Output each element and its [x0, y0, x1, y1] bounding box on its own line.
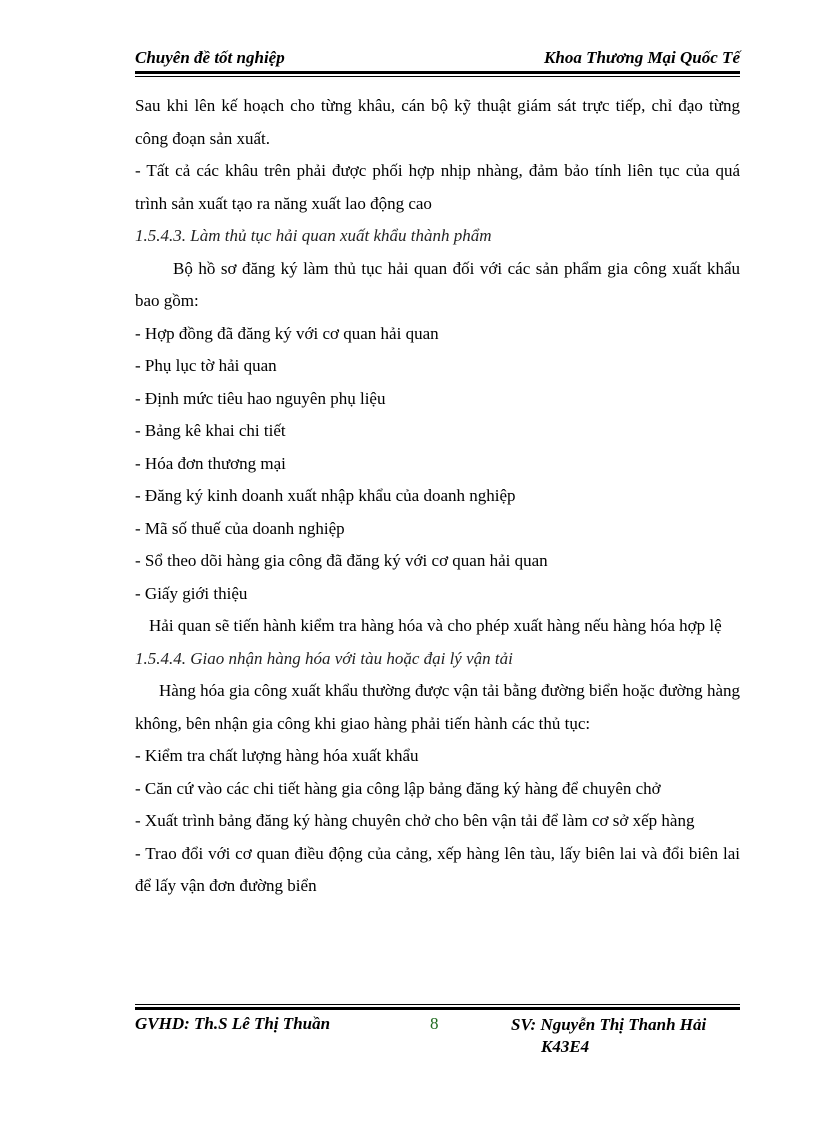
- list-item: - Đăng ký kinh doanh xuất nhập khẩu của doanh nghiệp: [135, 486, 516, 505]
- paragraph: Bộ hồ sơ đăng ký làm thủ tục hải quan đối với các sản phẩm gia công xuất khẩu bao gồm:: [135, 258, 740, 310]
- list-item: - Sổ theo dõi hàng gia công đã đăng ký với cơ quan hải quan: [135, 551, 548, 570]
- list-item: - Bảng kê khai chi tiết: [135, 421, 286, 440]
- student-name: SV: Nguyễn Thị Thanh Hải: [511, 1015, 707, 1034]
- header-rule-thin: [135, 76, 740, 77]
- student-class: K43E4: [541, 1037, 590, 1056]
- header-left: Chuyên đề tốt nghiệp: [135, 48, 285, 67]
- footer-advisor: GVHD: Th.S Lê Thị Thuần: [135, 1014, 331, 1033]
- list-item: - Xuất trình bảng đăng ký hàng chuyên chở cho bên vận tải để làm cơ sở xếp hàng: [135, 811, 695, 830]
- page-body: [135, 90, 740, 903]
- footer-rule-thick: [135, 1007, 740, 1010]
- list-item: - Hóa đơn thương mại: [135, 453, 286, 473]
- list-item: - Căn cứ vào các chi tiết hàng gia công lập bảng đăng ký hàng để chuyên chở: [135, 778, 661, 798]
- list-item: - Định mức tiêu hao nguyên phụ liệu: [135, 388, 386, 408]
- paragraph: - Tất cả các khâu trên phải được phối hợp nhịp nhàng, đảm bảo tính liên tục của quá trình sản xuất tạo ra năng xuất lao động cao: [135, 161, 740, 213]
- footer-student: [511, 1014, 706, 1058]
- section-heading: 1.5.4.3. Làm thủ tục hải quan xuất khẩu thành phẩm: [135, 226, 492, 245]
- list-item: - Phụ lục tờ hải quan: [135, 356, 277, 375]
- page-number: 8: [430, 1014, 439, 1033]
- page-header: [135, 48, 740, 68]
- list-item: - Mã số thuế của doanh nghiệp: [135, 518, 345, 538]
- list-item: - Hợp đồng đã đăng ký với cơ quan hải quan: [135, 323, 439, 343]
- paragraph: Sau khi lên kế hoạch cho từng khâu, cán bộ kỹ thuật giám sát trực tiếp, chỉ đạo từng công đoạn sản xuất.: [135, 96, 740, 148]
- paragraph: Hàng hóa gia công xuất khẩu thường được vận tải bằng đường biển hoặc đường hàng không, bên nhận gia công khi giao hàng phải tiến hành các thủ tục:: [135, 681, 740, 733]
- header-right: Khoa Thương Mại Quốc Tế: [544, 48, 740, 67]
- paragraph: Hải quan sẽ tiến hành kiểm tra hàng hóa và cho phép xuất hàng nếu hàng hóa hợp lệ: [149, 616, 722, 635]
- list-item: - Giấy giới thiệu: [135, 583, 248, 603]
- list-item: - Trao đổi với cơ quan điều động của cảng, xếp hàng lên tàu, lấy biên lai và đổi biên lai để lấy vận đơn đường biển: [135, 843, 740, 895]
- list-item: - Kiểm tra chất lượng hàng hóa xuất khẩu: [135, 746, 419, 765]
- footer-rule-thin: [135, 1004, 740, 1005]
- section-heading: 1.5.4.4. Giao nhận hàng hóa với tàu hoặc đại lý vận tải: [135, 648, 513, 668]
- header-rule-thick: [135, 71, 740, 74]
